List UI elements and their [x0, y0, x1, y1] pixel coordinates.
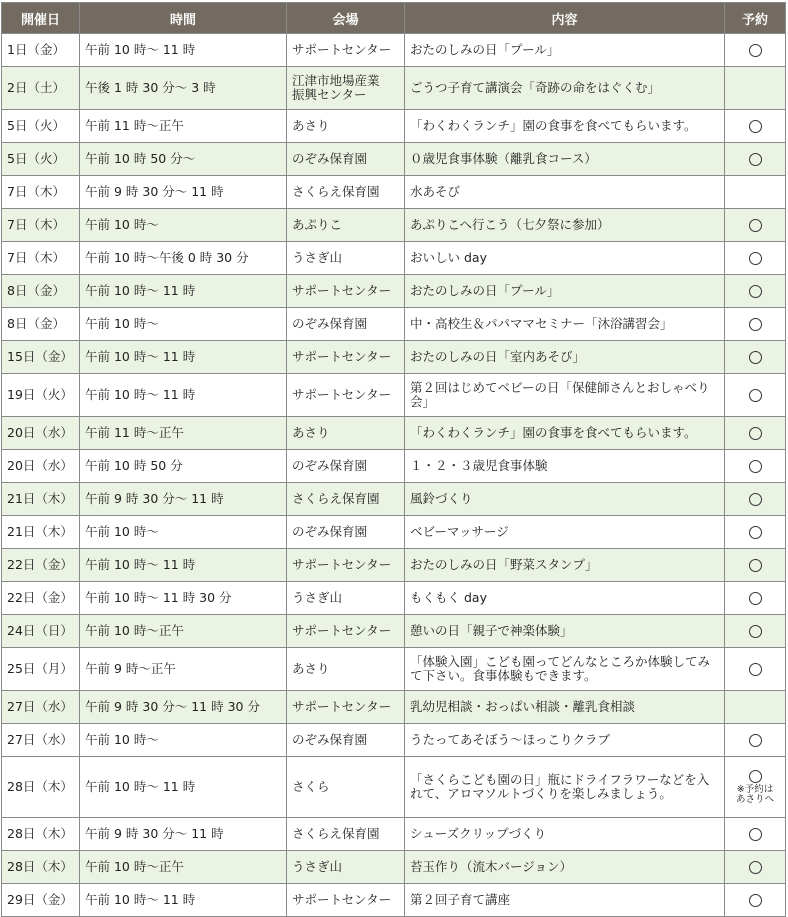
event-reservation	[725, 209, 786, 242]
event-date: 22日（金）	[2, 549, 80, 582]
table-row	[2, 757, 786, 818]
reservation-required-mark	[749, 153, 762, 166]
event-reservation	[725, 110, 786, 143]
event-date: 27日（水）	[2, 724, 80, 757]
event-reservation	[725, 341, 786, 374]
event-reservation	[725, 549, 786, 582]
event-time: 午前 10 時 50 分	[80, 450, 287, 483]
event-reservation	[725, 34, 786, 67]
event-venue: うさぎ山	[287, 851, 405, 884]
event-content: うたってあそぼう～ほっこりクラブ	[405, 724, 725, 757]
event-venue: うさぎ山	[287, 582, 405, 615]
event-time: 午前 10 時～ 11 時	[80, 275, 287, 308]
event-date: 7日（木）	[2, 176, 80, 209]
event-date: 8日（金）	[2, 275, 80, 308]
reservation-required-mark	[749, 861, 762, 874]
event-reservation	[725, 851, 786, 884]
event-content: おたのしみの日「室内あそび」	[405, 341, 725, 374]
event-venue: うさぎ山	[287, 242, 405, 275]
event-time: 午前 10 時～	[80, 308, 287, 341]
event-time: 午前 10 時～午後 0 時 30 分	[80, 242, 287, 275]
table-row	[2, 176, 786, 209]
reservation-required-mark	[749, 252, 762, 265]
event-content: 「さくらこども園の日」瓶にドライフラワーなどを入 れて、アロマソルトづくりを楽しみましょう。	[405, 757, 725, 818]
event-date: 28日（木）	[2, 851, 80, 884]
table-row	[2, 615, 786, 648]
event-content: 風鈴づくり	[405, 483, 725, 516]
event-time: 午前 10 時～ 11 時	[80, 34, 287, 67]
event-content: 水あそび	[405, 176, 725, 209]
event-content: 「わくわくランチ」園の食事を食べてもらいます。	[405, 417, 725, 450]
reservation-required-mark	[749, 734, 762, 747]
event-reservation	[725, 308, 786, 341]
event-venue: あさり	[287, 110, 405, 143]
table-row	[2, 110, 786, 143]
table-row	[2, 275, 786, 308]
event-date: 20日（水）	[2, 450, 80, 483]
table-row	[2, 582, 786, 615]
reservation-required-mark	[749, 592, 762, 605]
event-reservation	[725, 648, 786, 691]
table-row	[2, 724, 786, 757]
event-date: 28日（木）	[2, 818, 80, 851]
event-content: おたのしみの日「野菜スタンプ」	[405, 549, 725, 582]
event-content: おいしい day	[405, 242, 725, 275]
event-time: 午前 10 時～ 11 時	[80, 884, 287, 917]
event-content: 第２回子育て講座	[405, 884, 725, 917]
event-time: 午前 10 時～	[80, 516, 287, 549]
event-content: 苔玉作り（流木バージョン）	[405, 851, 725, 884]
event-time: 午前 10 時～正午	[80, 615, 287, 648]
event-reservation	[725, 724, 786, 757]
event-venue: さくらえ保育園	[287, 483, 405, 516]
event-date: 7日（木）	[2, 242, 80, 275]
event-reservation	[725, 417, 786, 450]
event-date: 25日（月）	[2, 648, 80, 691]
event-date: 2日（土）	[2, 67, 80, 110]
event-date: 27日（水）	[2, 691, 80, 724]
header-content: 内容	[405, 3, 725, 34]
event-venue: サポートセンター	[287, 275, 405, 308]
event-content: ベビーマッサージ	[405, 516, 725, 549]
reservation-required-mark	[749, 894, 762, 907]
event-time: 午前 10 時～ 11 時 30 分	[80, 582, 287, 615]
event-reservation	[725, 516, 786, 549]
reservation-required-mark	[749, 663, 762, 676]
event-venue: 江津市地場産業 振興センター	[287, 67, 405, 110]
event-content: １・２・３歳児食事体験	[405, 450, 725, 483]
table-row	[2, 884, 786, 917]
event-time: 午前 10 時～ 11 時	[80, 549, 287, 582]
event-content: 乳幼児相談・おっぱい相談・離乳食相談	[405, 691, 725, 724]
event-content: おたのしみの日「プール」	[405, 275, 725, 308]
event-time: 午前 11 時～正午	[80, 417, 287, 450]
event-reservation	[725, 374, 786, 417]
event-reservation	[725, 242, 786, 275]
table-row	[2, 691, 786, 724]
event-date: 29日（金）	[2, 884, 80, 917]
event-venue: サポートセンター	[287, 549, 405, 582]
event-date: 1日（金）	[2, 34, 80, 67]
event-time: 午前 10 時 50 分～	[80, 143, 287, 176]
event-venue: さくらえ保育園	[287, 818, 405, 851]
event-venue: サポートセンター	[287, 374, 405, 417]
event-content: 「体験入園」こども園ってどんなところか体験してみ て下さい。食事体験もできます。	[405, 648, 725, 691]
event-date: 21日（木）	[2, 483, 80, 516]
event-reservation	[725, 176, 786, 209]
table-row	[2, 450, 786, 483]
reservation-required-mark	[749, 351, 762, 364]
event-reservation	[725, 615, 786, 648]
event-date: 5日（火）	[2, 110, 80, 143]
event-time: 午前 10 時～ 11 時	[80, 374, 287, 417]
event-venue: のぞみ保育園	[287, 724, 405, 757]
event-content: 「わくわくランチ」園の食事を食べてもらいます。	[405, 110, 725, 143]
event-time: 午前 10 時～正午	[80, 851, 287, 884]
event-date: 21日（木）	[2, 516, 80, 549]
header-reservation: 予約	[725, 3, 786, 34]
event-time: 午前 9 時 30 分～ 11 時	[80, 176, 287, 209]
event-venue: のぞみ保育園	[287, 143, 405, 176]
event-time: 午前 10 時～	[80, 724, 287, 757]
event-venue: のぞみ保育園	[287, 450, 405, 483]
event-reservation	[725, 582, 786, 615]
event-reservation	[725, 884, 786, 917]
event-venue: のぞみ保育園	[287, 516, 405, 549]
event-date: 8日（金）	[2, 308, 80, 341]
table-row	[2, 374, 786, 417]
reservation-required-mark	[749, 559, 762, 572]
event-time: 午前 9 時 30 分～ 11 時	[80, 818, 287, 851]
event-venue: あぷりこ	[287, 209, 405, 242]
header-time: 時間	[80, 3, 287, 34]
table-row	[2, 549, 786, 582]
event-time: 午前 10 時～ 11 時	[80, 341, 287, 374]
reservation-required-mark	[749, 44, 762, 57]
event-time: 午前 11 時～正午	[80, 110, 287, 143]
reservation-required-mark	[749, 427, 762, 440]
event-time: 午後 1 時 30 分～ 3 時	[80, 67, 287, 110]
event-venue: あさり	[287, 648, 405, 691]
table-row	[2, 209, 786, 242]
event-date: 19日（火）	[2, 374, 80, 417]
reservation-required-mark	[749, 526, 762, 539]
event-content: 第２回はじめてベビーの日「保健師さんとおしゃべり 会」	[405, 374, 725, 417]
event-content: ごうつ子育て講演会「奇跡の命をはぐくむ」	[405, 67, 725, 110]
reservation-required-mark	[749, 493, 762, 506]
event-content: 中・高校生＆パパママセミナー「沐浴講習会」	[405, 308, 725, 341]
reservation-required-mark	[749, 460, 762, 473]
table-row	[2, 143, 786, 176]
event-time: 午前 9 時 30 分～ 11 時 30 分	[80, 691, 287, 724]
reservation-required-mark	[749, 219, 762, 232]
event-date: 7日（木）	[2, 209, 80, 242]
event-time: 午前 9 時～正午	[80, 648, 287, 691]
header-date: 開催日	[2, 3, 80, 34]
event-venue: サポートセンター	[287, 341, 405, 374]
table-row	[2, 34, 786, 67]
event-content: あぷりこへ行こう（七夕祭に参加）	[405, 209, 725, 242]
table-row	[2, 516, 786, 549]
event-reservation	[725, 275, 786, 308]
event-content: おたのしみの日「プール」	[405, 34, 725, 67]
event-schedule-table	[1, 2, 786, 917]
event-content: シューズクリップづくり	[405, 818, 725, 851]
event-reservation	[725, 691, 786, 724]
table-row	[2, 648, 786, 691]
reservation-required-mark	[749, 770, 762, 783]
event-content: ０歳児食事体験（離乳食コース）	[405, 143, 725, 176]
event-venue: サポートセンター	[287, 34, 405, 67]
event-time: 午前 10 時～ 11 時	[80, 757, 287, 818]
table-row	[2, 341, 786, 374]
event-reservation	[725, 450, 786, 483]
event-venue: サポートセンター	[287, 615, 405, 648]
reservation-required-mark	[749, 318, 762, 331]
event-date: 5日（火）	[2, 143, 80, 176]
table-row	[2, 818, 786, 851]
table-row	[2, 67, 786, 110]
event-venue: サポートセンター	[287, 884, 405, 917]
table-row	[2, 417, 786, 450]
event-venue: のぞみ保育園	[287, 308, 405, 341]
reservation-required-mark	[749, 120, 762, 133]
event-venue: サポートセンター	[287, 691, 405, 724]
event-venue: さくらえ保育園	[287, 176, 405, 209]
table-body	[2, 34, 786, 917]
event-date: 28日（木）	[2, 757, 80, 818]
event-venue: さくら	[287, 757, 405, 818]
event-reservation	[725, 483, 786, 516]
event-date: 22日（金）	[2, 582, 80, 615]
reservation-required-mark	[749, 625, 762, 638]
reservation-required-mark	[749, 389, 762, 402]
event-reservation	[725, 143, 786, 176]
event-content: もくもく day	[405, 582, 725, 615]
event-date: 15日（金）	[2, 341, 80, 374]
event-reservation	[725, 818, 786, 851]
event-time: 午前 9 時 30 分～ 11 時	[80, 483, 287, 516]
event-time: 午前 10 時～	[80, 209, 287, 242]
reservation-required-mark	[749, 285, 762, 298]
reservation-required-mark	[749, 828, 762, 841]
event-venue: あさり	[287, 417, 405, 450]
table-row	[2, 851, 786, 884]
event-reservation	[725, 757, 786, 818]
reservation-note: ※予約は あさりへ	[735, 784, 774, 805]
header-venue: 会場	[287, 3, 405, 34]
event-date: 20日（水）	[2, 417, 80, 450]
event-content: 憩いの日「親子で神楽体験」	[405, 615, 725, 648]
event-date: 24日（日）	[2, 615, 80, 648]
table-row	[2, 308, 786, 341]
table-row	[2, 483, 786, 516]
event-reservation	[725, 67, 786, 110]
table-header-row	[2, 3, 786, 34]
table-row	[2, 242, 786, 275]
